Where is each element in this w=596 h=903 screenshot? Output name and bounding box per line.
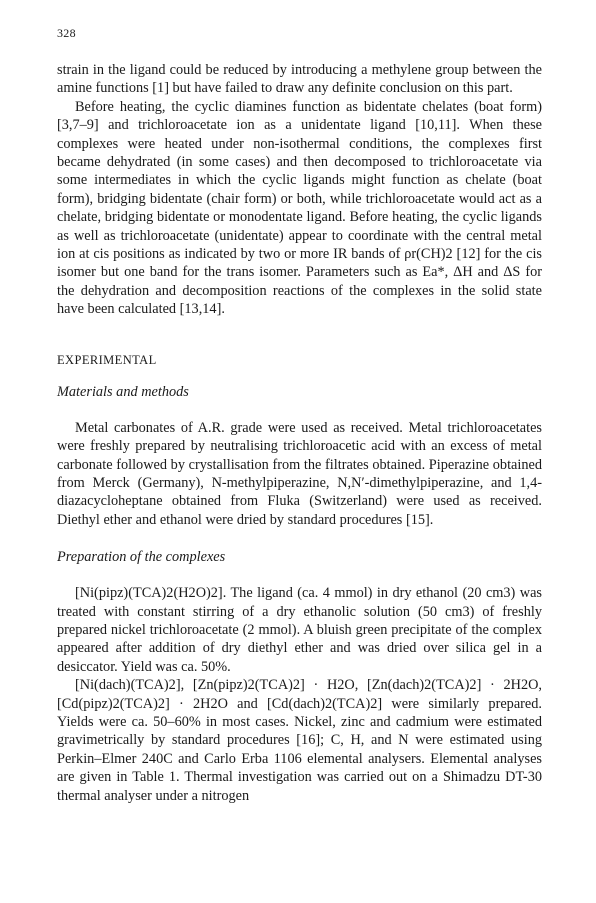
intro-paragraph-2: Before heating, the cyclic diamines function as bidentate chelates (boat form) [3,7–9] and trichloroacetate ion as a unidentate ligand [10,11]. When these complexes were heated under non-isothermal conditions, the complexes first became dehydrated (in some cases) and then decomposed to trichloroacetate via some intermediates in which the cyclic ligands might function as chelate (boat form), bridging bidentate (chair form) or both, while trichloroacetate would act as a chelate, bridging bidentate or monodentate ligand. Before heating, the cyclic ligands as well as trichloroacetate (unidentate) appear to coordinate with the central metal ion at cis positions as indicated by two or more IR bands of ρr(CH)2 [12] for the cis isomer but one band for the trans isomer. Parameters such as Ea*, ΔH and ΔS for the dehydration and decomposition reactions of the complexes in the solid state have been calculated [13,14]. (57, 98, 542, 318)
materials-paragraph: Metal carbonates of A.R. grade were used as received. Metal trichloroacetates were freshly prepared by neutralising trichloroacetic acid with an excess of metal carbonate followed by crystallisation from the filtrates obtained. Piperazine obtained from Merck (Germany), N-methylpiperazine, N,N′-dimethylpiperazine, and 1,4-diazacycloheptane obtained from Fluka (Switzerland) were used as received. Diethyl ether and ethanol were dried by standard procedures [15]. (57, 419, 542, 528)
section-heading-experimental: EXPERIMENTAL (57, 352, 157, 367)
paper-page (57, 26, 542, 805)
preparation-paragraph-2: [Ni(dach)(TCA)2], [Zn(pipz)2(TCA)2] · H2O, [Zn(dach)2(TCA)2] · 2H2O, [Cd(pipz)2(TCA)2] · 2H2O and [Cd(dach)2(TCA)2] were similarly prepared. Yields were ca. 50–60% in most cases. Nickel, zinc and cadmium were estimated gravimetrically by standard procedures [16]; C, H, and N were estimated using Perkin–Elmer 240C and Carlo Erba 1106 elemental analysers. Elemental analyses are given in Table 1. Thermal investigation was carried out on a Shimadzu DT-30 thermal analyser under a nitrogen (57, 677, 542, 804)
subheading-materials-and-methods: Materials and methods (57, 383, 189, 400)
page-number: 328 (57, 26, 76, 40)
preparation-paragraph-1: [Ni(pipz)(TCA)2(H2O)2]. The ligand (ca. 4 mmol) in dry ethanol (20 cm3) was treated with constant stirring of a dry ethanolic solution (50 cm3) of freshly prepared nickel trichloroacetate (2 mmol). A bluish green precipitate of the complex appeared after addition of dry diethyl ether and was dried over silica gel in a desiccator. Yield was ca. 50%. (57, 585, 542, 675)
subheading-preparation-of-complexes: Preparation of the complexes (57, 549, 226, 566)
intro-paragraph-1: strain in the ligand could be reduced by introducing a methylene group between the amine functions [1] but have failed to draw any definite conclusion on this part. (57, 62, 542, 97)
